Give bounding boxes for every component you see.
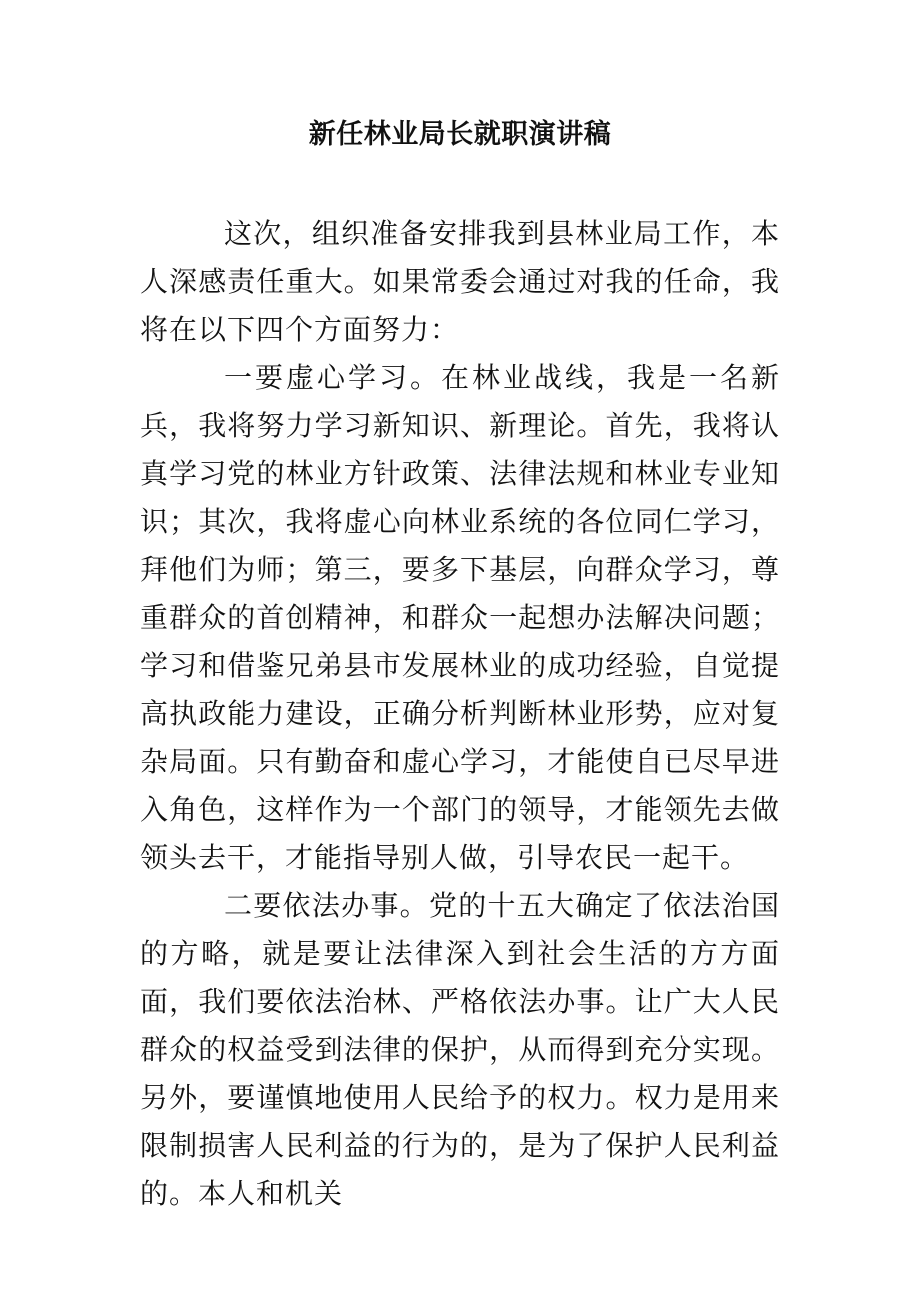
paragraph-intro: 这次，组织准备安排我到县林业局工作，本人深感责任重大。如果常委会通过对我的任命，我将在以下四个方面努力： [140,217,780,346]
document-body [140,210,780,1218]
paragraph-law: 二要依法办事。党的十五大确定了依法治国的方略，就是要让法律深入到社会生活的方方面面，我们要依法治林、严格依法办事。让广大人民群众的权益受到法律的保护，从而得到充分实现。另外，要谨慎地使用人民给予的权力。权力是用来限制损害人民利益的行为的，是为了保护人民利益的。本人和机关 [140,889,780,1210]
document-title: 新任林业局长就职演讲稿 [308,119,612,150]
paragraph-study: 一要虚心学习。在林业战线，我是一名新兵，我将努力学习新知识、新理论。首先，我将认真学习党的林业方针政策、法律法规和林业专业知识；其次，我将虚心向林业系统的各位同仁学习，拜他们为师；第三，要多下基层，向群众学习，尊重群众的首创精神，和群众一起想办法解决问题；学习和借鉴兄弟县市发展林业的成功经验，自觉提高执政能力建设，正确分析判断林业形势，应对复杂局面。只有勤奋和虚心学习，才能使自已尽早进入角色，这样作为一个部门的领导，才能领先去做领头去干，才能指导别人做，引导农民一起干。 [140,361,780,874]
